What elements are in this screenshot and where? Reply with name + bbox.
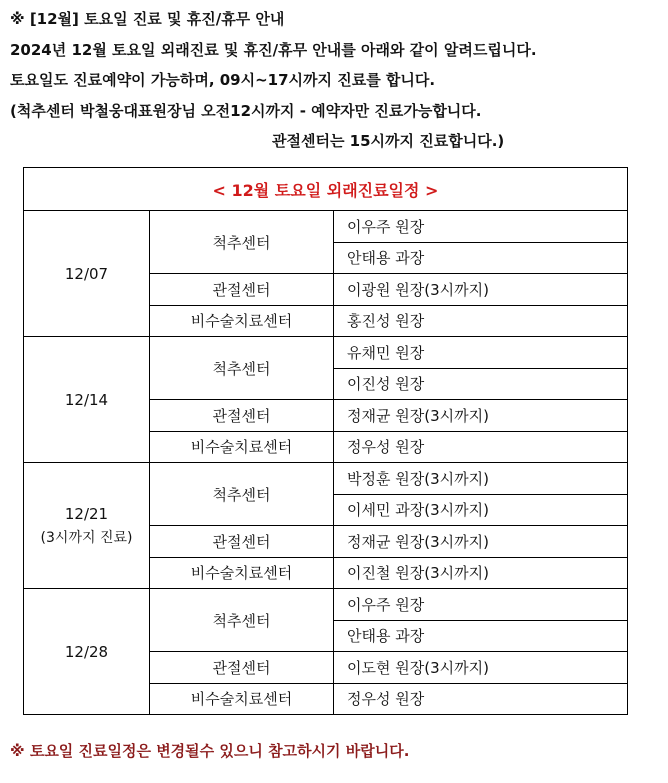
center-name-joint: 관절센터 <box>150 274 334 306</box>
doctor-cell: 정우성 원장 <box>334 431 628 463</box>
center-name-joint: 관절센터 <box>150 400 334 432</box>
center-name-nonsurgical: 비수술치료센터 <box>150 557 334 589</box>
table-title-row <box>24 168 628 211</box>
doctor-cell: 이세민 과장(3시까지) <box>334 494 628 526</box>
doctor-cell: 정재균 원장(3시까지) <box>334 526 628 558</box>
table-row <box>24 589 628 621</box>
doctor-cell: 이진성 원장 <box>334 368 628 400</box>
date-label: 12/07 <box>64 264 109 283</box>
date-label: 12/14 <box>64 390 109 409</box>
center-name-nonsurgical: 비수술치료센터 <box>150 431 334 463</box>
center-name-spine: 척추센터 <box>150 463 334 526</box>
doctor-cell: 안태용 과장 <box>334 242 628 274</box>
doctor-cell: 이진철 원장(3시까지) <box>334 557 628 589</box>
doctor-cell: 이도현 원장(3시까지) <box>334 652 628 684</box>
doctor-cell: 유채민 원장 <box>334 337 628 369</box>
center-name-nonsurgical: 비수술치료센터 <box>150 683 334 715</box>
doctor-cell: 정우성 원장 <box>334 683 628 715</box>
notice-line-intro: 2024년 12월 토요일 외래진료 및 휴진/휴무 안내를 아래와 같이 알려드립니다. <box>10 40 537 59</box>
table-row <box>24 337 628 369</box>
doctor-cell: 정재균 원장(3시까지) <box>334 400 628 432</box>
table-title: < 12월 토요일 외래진료일정 > <box>24 168 628 211</box>
notice-line-joint-note: 관절센터는 15시까지 진료합니다.) <box>272 132 505 150</box>
notice-line-hours: 토요일도 진료예약이 가능하며, 09시~17시까지 진료를 합니다. <box>10 71 436 89</box>
doctor-cell: 안태용 과장 <box>334 620 628 652</box>
footer-note-text: 토요일 진료일정은 변경될수 있으니 참고하시기 바랍니다. <box>29 742 410 760</box>
notice-heading-text: [12월] 토요일 진료 및 휴진/휴무 안내 <box>29 10 285 28</box>
doctor-cell: 이우주 원장 <box>334 211 628 243</box>
date-label: 12/21 <box>64 504 109 523</box>
date-label: 12/28 <box>64 642 109 661</box>
footer-note <box>10 740 409 761</box>
date-note: (3시까지 진료) <box>40 529 133 546</box>
table-row <box>24 211 628 243</box>
reference-mark-icon: ※ <box>10 10 25 28</box>
notice-heading <box>10 4 650 35</box>
date-cell <box>24 337 150 463</box>
date-cell <box>24 463 150 589</box>
center-name-spine: 척추센터 <box>150 589 334 652</box>
center-name-joint: 관절센터 <box>150 526 334 558</box>
center-name-joint: 관절센터 <box>150 652 334 684</box>
notice-line-spine-note: (척추센터 박철웅대표원장님 오전12시까지 - 예약자만 진료가능합니다. <box>10 101 482 120</box>
center-name-nonsurgical: 비수술치료센터 <box>150 305 334 337</box>
doctor-cell: 이우주 원장 <box>334 589 628 621</box>
center-name-spine: 척추센터 <box>150 211 334 274</box>
date-cell <box>24 589 150 715</box>
table-row <box>24 463 628 495</box>
doctor-cell: 홍진성 원장 <box>334 305 628 337</box>
doctor-cell: 이광원 원장(3시까지) <box>334 274 628 306</box>
notice-block <box>10 4 650 157</box>
center-name-spine: 척추센터 <box>150 337 334 400</box>
saturday-schedule-table <box>23 167 628 715</box>
doctor-cell: 박정훈 원장(3시까지) <box>334 463 628 495</box>
date-cell <box>24 211 150 337</box>
reference-mark-icon: ※ <box>10 742 25 760</box>
